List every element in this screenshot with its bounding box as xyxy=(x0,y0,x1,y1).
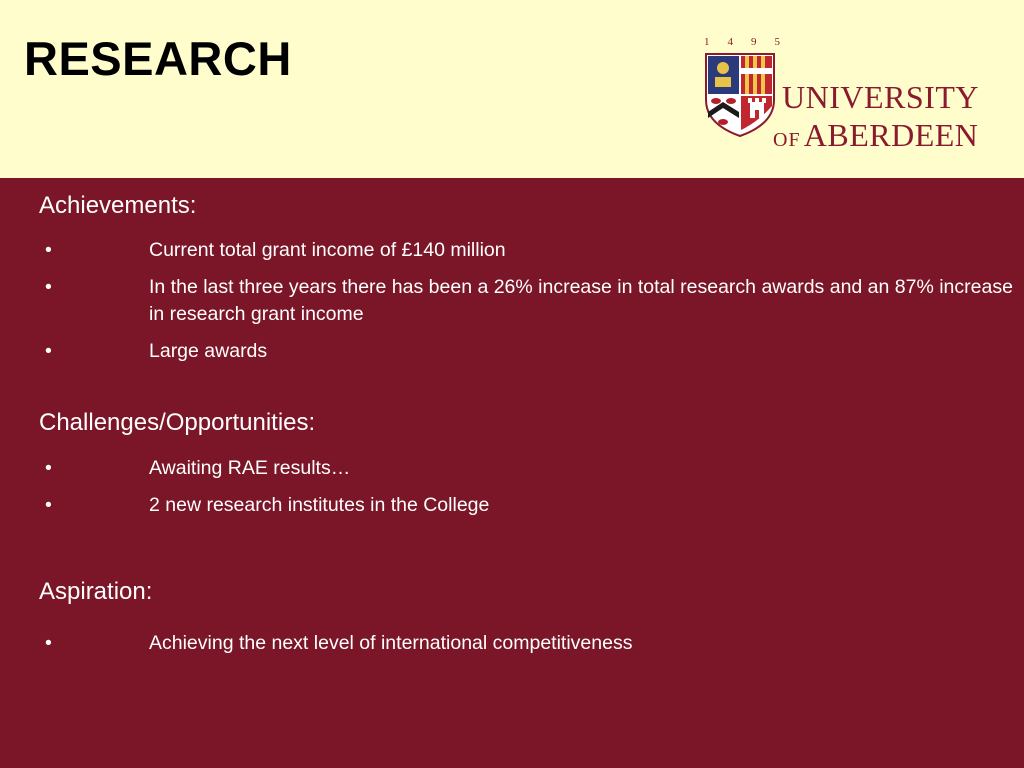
logo-year-digit: 5 xyxy=(774,36,780,48)
logo-wordmark-aberdeen-main: ABERDEEN xyxy=(803,117,979,153)
logo-wordmark-university: UNIVERSITY xyxy=(782,79,979,115)
bullet-icon: • xyxy=(45,632,52,654)
logo-year-digit: 4 xyxy=(727,36,733,48)
crest-shield-icon xyxy=(704,50,776,138)
logo-year-digit: 9 xyxy=(751,36,757,48)
list-item-text: Large awards xyxy=(149,340,268,362)
slide-title: RESEARCH xyxy=(24,32,292,85)
section-heading-achievements: Achievements: xyxy=(39,192,197,219)
bullet-icon: • xyxy=(45,340,52,362)
logo-year-digit: 1 xyxy=(704,36,710,48)
bullet-icon: • xyxy=(45,276,52,298)
list-item-text: Achieving the next level of international competitiveness xyxy=(149,632,633,654)
list-item-text: Current total grant income of £140 million xyxy=(149,239,506,261)
list-item-text: 2 new research institutes in the College xyxy=(149,494,490,516)
slide-header xyxy=(0,0,1024,178)
logo-wordmark-aberdeen xyxy=(773,118,978,157)
list-item-text: In the last three years there has been a 26% increase in total research awards and an 87% increase in research grant income xyxy=(149,276,1013,325)
section-heading-aspiration: Aspiration: xyxy=(39,578,153,605)
list-item-text: Awaiting RAE results… xyxy=(149,457,351,479)
slide-body xyxy=(0,178,1024,768)
university-logo xyxy=(700,36,1000,161)
logo-wordmark-of: OF xyxy=(773,129,801,151)
bullet-icon: • xyxy=(45,457,52,479)
logo-founding-year xyxy=(704,36,780,49)
bullet-icon: • xyxy=(45,239,52,261)
section-heading-challenges: Challenges/Opportunities: xyxy=(39,409,316,436)
bullet-icon: • xyxy=(45,494,52,516)
